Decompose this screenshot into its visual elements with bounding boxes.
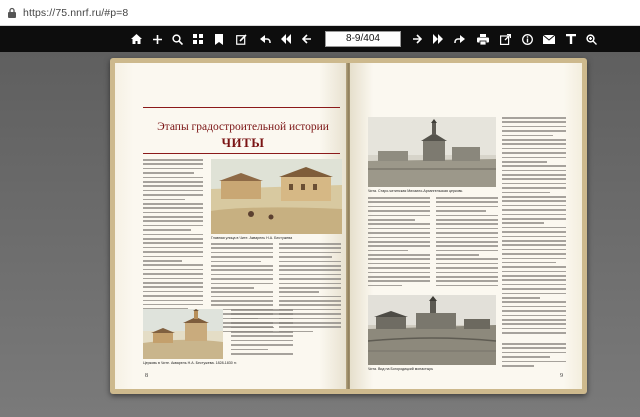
home-icon[interactable] [127, 26, 145, 52]
text-icon[interactable] [562, 26, 580, 52]
chapter-title: Этапы градостроительной истории [157, 121, 329, 133]
prev-page-icon[interactable] [277, 26, 295, 52]
next-page-icon[interactable] [429, 26, 447, 52]
lock-icon [5, 6, 19, 20]
grid-icon[interactable] [189, 26, 207, 52]
painting-main-street [211, 159, 342, 234]
reader-toolbar [0, 26, 640, 52]
caption-church: Церковь в Чите. Акварель Н.А. Бестужева. 1828-1830 гг. [143, 361, 237, 365]
bookmark-icon[interactable] [210, 26, 228, 52]
left-page-number: 8 [145, 373, 148, 379]
search-icon[interactable] [168, 26, 186, 52]
book-spread [110, 58, 587, 394]
text-column-right-3 [436, 197, 498, 289]
share-icon[interactable] [496, 26, 514, 52]
next-icon[interactable] [408, 26, 426, 52]
info-icon[interactable] [518, 26, 536, 52]
caption-main-street: Главная улица в Чите. Акварель Н.А. Бестужева [211, 236, 293, 240]
left-page[interactable] [115, 63, 347, 389]
url-text[interactable]: https://75.nnrf.ru/#p=8 [23, 6, 129, 19]
page-number-input[interactable]: 8-9/404 [325, 31, 401, 47]
caption-archangel-church: Чита. Старо-читинская Михаило-Архангельская церковь [368, 189, 463, 193]
text-column-right-2 [368, 197, 430, 289]
address-bar[interactable] [0, 0, 640, 26]
chapter-title-city: ЧИТЫ [221, 135, 265, 150]
edit-icon[interactable] [232, 26, 250, 52]
photo-archangel-church [368, 117, 496, 187]
right-page-number: 9 [560, 373, 563, 379]
photo-monastery-view [368, 295, 496, 365]
right-page[interactable] [350, 63, 582, 389]
title-rule-bottom [143, 153, 340, 154]
prev-icon[interactable] [298, 26, 316, 52]
print-icon[interactable] [474, 26, 492, 52]
first-page-icon[interactable] [256, 26, 274, 52]
text-column-right-4 [502, 343, 566, 371]
zoom-icon[interactable] [582, 26, 600, 52]
mail-icon[interactable] [540, 26, 558, 52]
caption-monastery-view: Чита. Вид на Богородицкий монастырь [368, 367, 434, 371]
title-rule-top [143, 107, 340, 108]
text-column-right-1 [502, 117, 566, 337]
zoom-in-icon[interactable] [148, 26, 166, 52]
painting-church [143, 309, 223, 359]
text-column-4 [231, 309, 293, 359]
last-page-icon[interactable] [451, 26, 469, 52]
